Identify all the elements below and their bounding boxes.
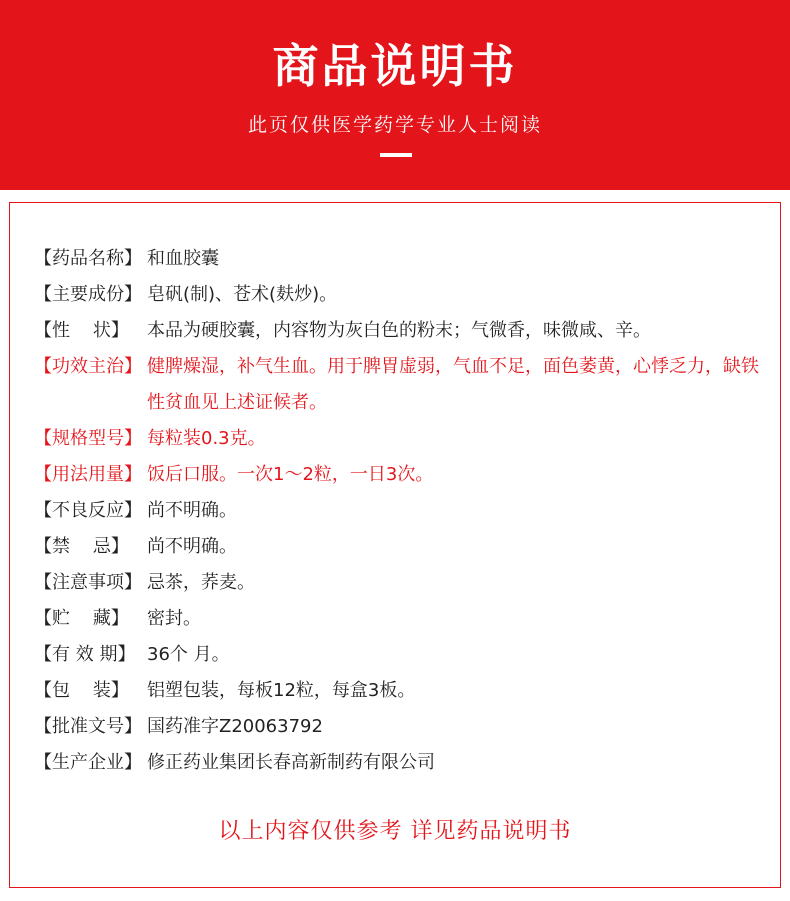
spec-label: 【药品名称】 — [34, 248, 142, 269]
spec-row-adverse-reactions — [34, 493, 774, 529]
spec-value: 本品为硬胶囊，内容物为灰白色的粉末；气微香，味微咸、辛。 — [147, 320, 651, 341]
spec-label: 【用法用量】 — [34, 464, 142, 485]
spec-value: 皂矾(制)、苍术(麸炒)。 — [147, 284, 338, 305]
spec-value: 健脾燥湿，补气生血。用于脾胃虚弱，气血不足，面色萎黄，心悸乏力，缺铁性贫血见上述证候者。 — [147, 356, 759, 413]
spec-row-indications — [34, 349, 774, 421]
spec-row-precautions — [34, 565, 774, 601]
spec-value: 尚不明确。 — [147, 536, 237, 557]
spec-row-storage — [34, 601, 774, 637]
spec-value: 和血胶囊 — [147, 248, 219, 269]
spec-label: 【有 效 期】 — [34, 644, 136, 665]
spec-list — [34, 241, 774, 781]
spec-label: 【规格型号】 — [34, 428, 142, 449]
spec-row-shelf-life — [34, 637, 774, 673]
spec-label: 【主要成份】 — [34, 284, 142, 305]
spec-value: 密封。 — [147, 608, 201, 629]
spec-label: 【不良反应】 — [34, 500, 142, 521]
title-divider — [380, 153, 412, 157]
spec-row-approval-number — [34, 709, 774, 745]
spec-value: 每粒装0.3克。 — [147, 428, 266, 449]
footer-note: 以上内容仅供参考 详见药品说明书 — [218, 819, 572, 844]
spec-row-ingredients — [34, 277, 774, 313]
spec-row-specification — [34, 421, 774, 457]
spec-value: 修正药业集团长春高新制药有限公司 — [147, 752, 435, 773]
header-banner — [0, 0, 790, 190]
spec-label: 【注意事项】 — [34, 572, 142, 593]
spec-value: 饭后口服。一次1～2粒，一日3次。 — [147, 464, 434, 485]
spec-row-name — [34, 241, 774, 277]
spec-value: 国药准字Z20063792 — [147, 716, 323, 737]
spec-label: 【包 装】 — [34, 680, 129, 701]
spec-row-packaging — [34, 673, 774, 709]
spec-label: 【禁 忌】 — [34, 536, 129, 557]
page-subtitle: 此页仅供医学药学专业人士阅读 — [247, 114, 542, 136]
spec-row-contraindications — [34, 529, 774, 565]
spec-label: 【贮 藏】 — [34, 608, 129, 629]
spec-row-manufacturer — [34, 745, 774, 781]
spec-label: 【性 状】 — [34, 320, 129, 341]
spec-row-appearance — [34, 313, 774, 349]
spec-label: 【功效主治】 — [34, 356, 142, 377]
spec-value: 铝塑包装，每板12粒，每盒3板。 — [147, 680, 416, 701]
spec-label: 【批准文号】 — [34, 716, 142, 737]
spec-value: 36个 月。 — [147, 644, 230, 665]
spec-value: 尚不明确。 — [147, 500, 237, 521]
spec-label: 【生产企业】 — [34, 752, 142, 773]
spec-value: 忌茶，荞麦。 — [147, 572, 255, 593]
page-title: 商品说明书 — [272, 39, 518, 93]
spec-row-dosage — [34, 457, 774, 493]
